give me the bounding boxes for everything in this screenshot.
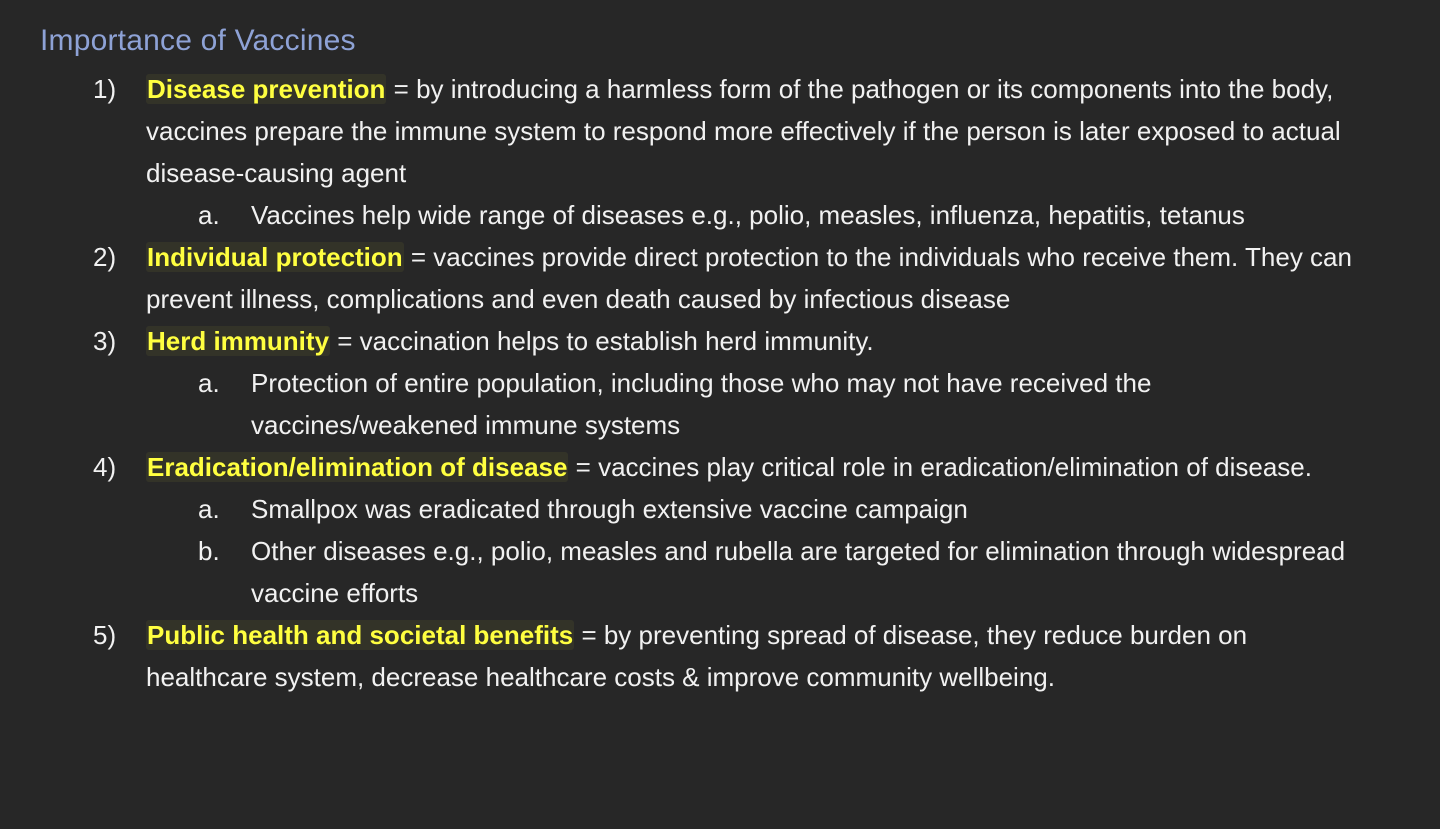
item-text: = vaccines play critical role in eradication/elimination of disease. — [568, 452, 1312, 482]
list-item-eradication — [0, 446, 1440, 488]
sub-item-letter: b. — [198, 536, 220, 566]
item-number: 3) — [93, 326, 117, 356]
item-term: Eradication/elimination of disease — [147, 452, 568, 482]
sub-item-letter: a. — [198, 200, 220, 230]
item-term: Disease prevention — [147, 74, 386, 104]
sub-item — [0, 362, 1440, 446]
list-item-public-health — [0, 614, 1440, 698]
list-item-herd-immunity — [0, 320, 1440, 362]
item-text: = by introducing a harmless form of the pathogen or its components into the body, vaccines prepare the immune system to respond more effectively if the person is later exposed to actual disease-causing agent — [146, 74, 1341, 188]
sub-item-text: Protection of entire population, including those who may not have received the vaccines/weakened immune systems — [251, 368, 1152, 440]
sub-item — [0, 530, 1440, 614]
item-number: 5) — [93, 620, 117, 650]
item-number: 2) — [93, 242, 117, 272]
item-number: 4) — [93, 452, 117, 482]
item-text: = by preventing spread of disease, they reduce burden on healthcare system, decrease healthcare costs & improve community wellbeing. — [146, 620, 1248, 692]
vaccine-importance-list — [0, 68, 1440, 698]
sub-item — [0, 488, 1440, 530]
list-item-disease-prevention — [0, 68, 1440, 194]
item-term: Herd immunity — [147, 326, 330, 356]
sub-item — [0, 194, 1440, 236]
item-term: Individual protection — [147, 242, 403, 272]
list-item-individual-protection — [0, 236, 1440, 320]
sub-item-letter: a. — [198, 494, 220, 524]
sub-item-text: Smallpox was eradicated through extensive vaccine campaign — [251, 494, 968, 524]
item-text: = vaccines provide direct protection to the individuals who receive them. They can prevent illness, complications and even death caused by infectious disease — [146, 242, 1352, 314]
sub-item-text: Other diseases e.g., polio, measles and rubella are targeted for elimination through widespread vaccine efforts — [251, 536, 1346, 608]
item-text: = vaccination helps to establish herd immunity. — [330, 326, 874, 356]
sub-item-letter: a. — [198, 368, 220, 398]
item-term: Public health and societal benefits — [147, 620, 574, 650]
page-title: Importance of Vaccines — [40, 24, 356, 57]
item-number: 1) — [93, 74, 117, 104]
sub-item-text: Vaccines help wide range of diseases e.g., polio, measles, influenza, hepatitis, tetanus — [251, 200, 1245, 230]
